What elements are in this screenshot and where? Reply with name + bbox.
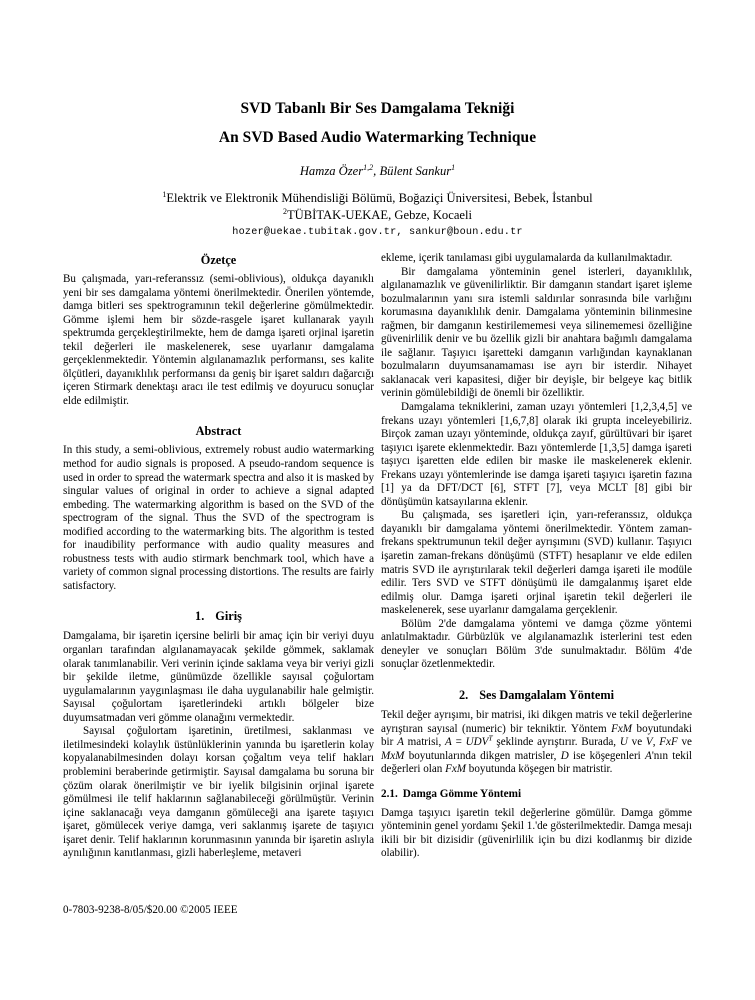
section2-text-part-4: şeklinde ayrıştırır. Burada,: [492, 736, 620, 749]
section2-text-part-3: matrisi,: [403, 736, 446, 749]
section2-text-part-11: boyutunda köşegen bir matristir.: [466, 763, 613, 776]
right-paragraph-4: Bu çalışmada, ses işaretleri için, yarı-referanssız, oldukça dayanıklı bir damgalama yöntemi önerilmektedir. Yöntem zaman-frekans spektrumunun tekil değer ayrışımını (SVD) kullanır. Taşıyıcı işaretin zaman-frekans dönüşümü (STFT) hesaplanır ve elde edilen matris SVD ile ayrıştırılarak tekil değerleri damga işareti ile modüle edilir. Ters SVD ve STFT dönüşümü ile damgalanmış işaret elde edilmiş olur. Damga işareti orjinal işaretin tekil değerleri ile maskelenerek, sese uyarlanır damgalama gerçeklenir.: [381, 509, 692, 617]
section2-text-part-9: ise köşegenleri: [568, 749, 646, 762]
affiliation-line-1: [62, 190, 693, 207]
affiliation-block: [62, 190, 693, 223]
right-paragraph-continuation: ekleme, içerik tanılaması gibi uygulamalarda da kullanılmaktadır.: [381, 252, 673, 264]
math-var-mxm: MxM: [381, 749, 405, 762]
spacer-before-subsection: [381, 777, 692, 787]
math-var-fxm: FxM: [611, 722, 633, 735]
right-paragraph-5: Bölüm 2'de damgalama yöntemi ve damga çözme yöntemi anlatılmaktadır. Gürbüzlük ve algılanamazlık isterlerini test eden deneyler ve sonuçları Bölüm 3'de sunulmaktadır. Bölüm 4'de sonuçlar özetlenmektedir.: [381, 617, 692, 671]
affiliation-line-2: [62, 207, 693, 224]
heading-section-1: [63, 608, 374, 624]
math-equation-a: A: [445, 736, 452, 749]
section-2-title: Ses Damgalalam Yöntemi: [479, 687, 615, 702]
math-equation-udv: UDV: [465, 736, 489, 749]
copyright-footer: 0-7803-9238-8/05/$20.00 ©2005 IEEE: [63, 904, 238, 916]
right-column: [381, 252, 692, 861]
author-affiliation-marker-2: 1: [451, 162, 456, 172]
section1-paragraph-2: Sayısal çoğulortam işaretinin, üretilmesi, saklanması ve iletilmesindeki kolaylık üstünlüklerinin yanında bu işaretlerin kolay kopyalanabilmesinden dolayı korsan çoğaltım veya telif hakları problemini beraberinde getirmiştir. Sayısal damgalama bu soruna bir çözüm olarak önerilmiştir ve bir iyelik bilgisinin orjinal işarete gömülmesi ile telif haklarının sağlanabileceği görülmüştür. Verinin içine saklanacağı veya damganın gömüleceği ana işarete taşıyıcı işaret, gömülecek veriye damga, veri saklanmış işarete de taşıyıcı işaret denir. Telif haklarının korunmasının yanında bir işaretin aslıyla aynılığının kanıtlanması, gizli haberleşleme, metaveri: [63, 725, 374, 860]
section-1-title: Giriş: [215, 609, 242, 624]
heading-abstract: Abstract: [195, 424, 242, 439]
section2-text-part-2: boyutundaki bir: [381, 722, 692, 749]
section1-paragraph-1: Damgalama, bir işaretin içersine belirli bir amaç için bir veriyi duyu organları tarafından algılanamayacak şekilde gömmek, saklamak olarak tanımlanabilir. Veri verinin içinde saklama veya bir veriyi gizli bir şekilde iletme, günümüzde özellikle sayısal çoğulortam uygulamalarının yaygınlaşması ile daha uygulanabilir hale gelmiştir. Sayısal çoğulortam işaretlerindeki artıklı bölgeler bize duyumsatmadan veri gömme olanağını vermektedir.: [63, 630, 374, 724]
spacer-before-section2: [381, 672, 692, 687]
heading-ozetce: Özetçe: [200, 253, 237, 267]
right-paragraph-2: Bir damgalama yönteminin genel isterleri, dayanıklılık, algılanamazlık ve güvenilirliktir. Bir damganın standart işaret işleme bozulmalarının yanı sıra istemli saldırılar sonrasında bile varlığını korumasına dayanıklılık denir. Damgalama yönteminin bilinmesine rağmen, bir damganın kestirilememesi veya silinememesi özelliğine güvenirlilik denir ve bu özellik gizli bir anahtara bağımlı damgalama ile sağlanır. Taşıyıcı işaretteki damganın varlığından kaynaklanan bozulmaların duyumsanamaması ise ayrı bir isterdir. Nihayet saklanacak veri kapasitesi, diğer bir deyişle, bir belgeye kaç bitlik verinin gömülebildiği de önemli bir özelliktir.: [381, 265, 692, 400]
author-name-1: Hamza Özer: [299, 164, 364, 178]
author-list: [62, 163, 693, 179]
page-title: SVD Tabanlı Bir Ses Damgalama Tekniği: [240, 100, 515, 117]
spacer-before-abstract: [63, 408, 374, 423]
right-paragraph-3: Damgalama tekniklerini, zaman uzayı yöntemleri [1,2,3,4,5] ve frekans uzayı yöntemleri [1,6,7,8] olarak iki grupta inceleyebiliriz. Birçok zaman uzayı yönteminde, oldukça zayıf, gürültüvari bir işaret taşıyıcı işarete eklenmektedir. Bazı yöntemlerde [1,3,5] damga işareti taşıycı işaretten elde edilen bir maske ile maskelenerek eklenir. Frekans uzayı yöntemlerinde ise damga işareti taşıyıcı işaretin fazına [1] ya da DFT/DCT [6], STFT [7], veya MCLT [8] gibi bir dönüşümün katsayılarına eklenir.: [381, 401, 692, 508]
author-separator: ,: [373, 164, 380, 178]
subsection-2-1-paragraph: Damga taşıyıcı işaretin tekil değerlerine gömülür. Damga gömme yönteminin genel yordamı Şekil 1.'de gösterilmektedir. Damga mesajı ikili bir bit dizisidir (güvenirlilik için bu dizi kodlanmış bir dizide olabilir).: [381, 806, 692, 860]
affiliation-text-1: Elektrik ve Elektronik Mühendisliği Bölümü, Boğaziçi Üniversitesi, Bebek, İstanbul: [166, 191, 593, 205]
section2-text-part-1: Tekil değer ayrışımı, bir matrisi, iki dikgen matris ve tekil değerlerine ayrıştıran sayısal (numeric) bir tekniktir. Yöntem: [381, 708, 692, 735]
subsection-2-1-title: Damga Gömme Yöntemi: [402, 787, 522, 800]
math-var-fxm-2: FxM: [445, 763, 467, 776]
math-var-d: D: [560, 749, 569, 762]
math-equation-equals: =: [451, 736, 466, 749]
ozetce-paragraph: Bu çalışmada, yarı-referanssız (semi-oblivious), oldukça dayanıklı yeni bir ses damgalama yöntemi önerilmektedir. Önerilen yöntemde, damga bitleri ses spektrogramının tekil değerlerine gömülmektedir. Gömme işlemi hem bir sözde-rasgele işaret kullanarak yayılı spektrumda gerçekleştirilmekte, hem de damga işareti orjinal işaretin tekil değerleri ile maskelenerek, sese uyarlanır damgalama gerçeklenmektedir. Yöntemin algılanamazlık performansı, ses kalite ölçütleri, dayanıklılık performansı da geniş bir işaret saldırı dağarcığı içeren Stirmark denektaşı aracı ile test edilmiş ve doyurucu sonuçlar elde edilmiştir.: [63, 273, 374, 407]
math-var-a: A: [397, 736, 404, 749]
section2-text-part-8: boyutunlarında dikgen matrisler,: [404, 749, 561, 762]
math-var-v: V: [645, 736, 653, 749]
math-equation-transpose: T: [488, 733, 493, 743]
section-1-number: 1.: [195, 609, 205, 624]
affiliation-marker-2: 2: [282, 206, 287, 216]
author-emails: hozer@uekae.tubitak.gov.tr, sankur@boun.edu.tr: [232, 227, 523, 238]
heading-section-2: [381, 687, 692, 703]
section2-text-part-6: ,: [652, 736, 660, 749]
section2-paragraph-1: [381, 709, 692, 777]
math-var-fxf: FxF: [659, 736, 678, 749]
affiliation-marker-1: 1: [162, 189, 167, 199]
math-var-u: U: [619, 736, 628, 749]
section-2-number: 2.: [458, 687, 469, 702]
section2-text-part-7: ve: [677, 736, 692, 749]
section2-text-part-10: 'nın tekil değerleri olan: [381, 749, 692, 776]
subsection-2-1-number: 2.1.: [381, 787, 398, 800]
page-title-english: An SVD Based Audio Watermarking Technique: [218, 129, 537, 146]
heading-subsection-2-1: [381, 787, 692, 802]
math-var-a-prime: A: [645, 749, 652, 762]
affiliation-text-2: TÜBİTAK-UEKAE, Gebze, Kocaeli: [286, 207, 473, 222]
section2-text-part-5: ve: [627, 736, 646, 749]
author-affiliation-marker-1: 1,2: [363, 162, 374, 172]
title-block: [62, 96, 693, 240]
author-name-2: Bülent Sankur: [379, 164, 452, 178]
left-column: [63, 252, 374, 861]
spacer-before-section1: [63, 593, 374, 608]
abstract-paragraph: In this study, a semi-oblivious, extremely robust audio watermarking method for audio signals is proposed. A pseudo-random sequence is used in order to spread the watermark spectra and also it is masked by singular values of original in order to achieve a signal adapted embeding. The watermarking algorithm is based on the SVD of the spectrogram of the signal. Thus the SVD of the spectrogram is modified according to the watermarking bits. The algorithm is tested for inaudibility performance with audio quality measures and robustness tests with audio stirmark benchmark tool, which have a variety of common signal processing distortions. The results are fairly satisfactory.: [63, 444, 374, 592]
